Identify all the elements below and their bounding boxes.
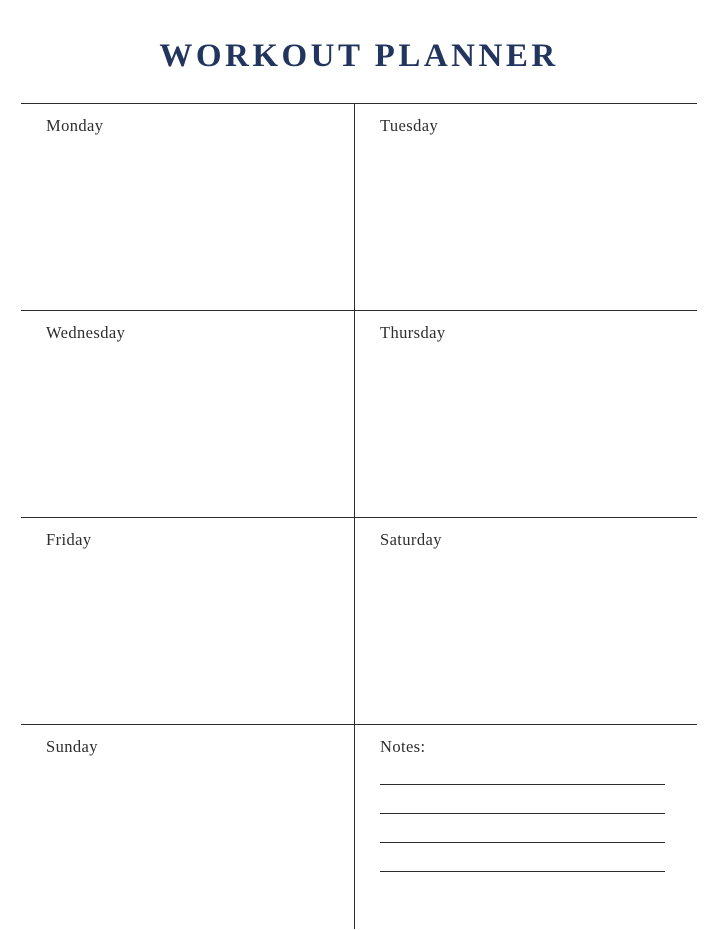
day-cell-wednesday[interactable] bbox=[21, 311, 355, 517]
note-line[interactable] bbox=[380, 813, 665, 814]
planner-grid bbox=[21, 103, 697, 928]
notes-cell[interactable] bbox=[355, 725, 697, 929]
day-label: Thursday bbox=[380, 323, 446, 342]
planner-row bbox=[21, 311, 697, 518]
planner-row bbox=[21, 725, 697, 929]
note-line[interactable] bbox=[380, 842, 665, 843]
note-line[interactable] bbox=[380, 871, 665, 872]
planner-row bbox=[21, 518, 697, 725]
day-label: Wednesday bbox=[46, 323, 126, 342]
day-writing-area[interactable] bbox=[21, 552, 354, 724]
day-cell-thursday[interactable] bbox=[355, 311, 697, 517]
note-line[interactable] bbox=[380, 784, 665, 785]
page-title: WORKOUT PLANNER bbox=[159, 38, 559, 74]
day-writing-area[interactable] bbox=[355, 552, 697, 724]
day-writing-area[interactable] bbox=[355, 345, 697, 517]
day-cell-monday[interactable] bbox=[21, 104, 355, 310]
notes-label: Notes: bbox=[380, 737, 426, 756]
day-writing-area[interactable] bbox=[21, 345, 354, 517]
day-label: Tuesday bbox=[380, 116, 439, 135]
day-label: Saturday bbox=[380, 530, 442, 549]
day-cell-sunday[interactable] bbox=[21, 725, 355, 929]
day-label: Monday bbox=[46, 116, 104, 135]
notes-lines bbox=[380, 784, 697, 872]
planner-row bbox=[21, 104, 697, 311]
day-writing-area[interactable] bbox=[21, 138, 354, 310]
day-writing-area[interactable] bbox=[355, 138, 697, 310]
day-writing-area[interactable] bbox=[21, 759, 354, 929]
day-cell-tuesday[interactable] bbox=[355, 104, 697, 310]
day-label: Friday bbox=[46, 530, 92, 549]
day-label: Sunday bbox=[46, 737, 98, 756]
day-cell-saturday[interactable] bbox=[355, 518, 697, 724]
day-cell-friday[interactable] bbox=[21, 518, 355, 724]
